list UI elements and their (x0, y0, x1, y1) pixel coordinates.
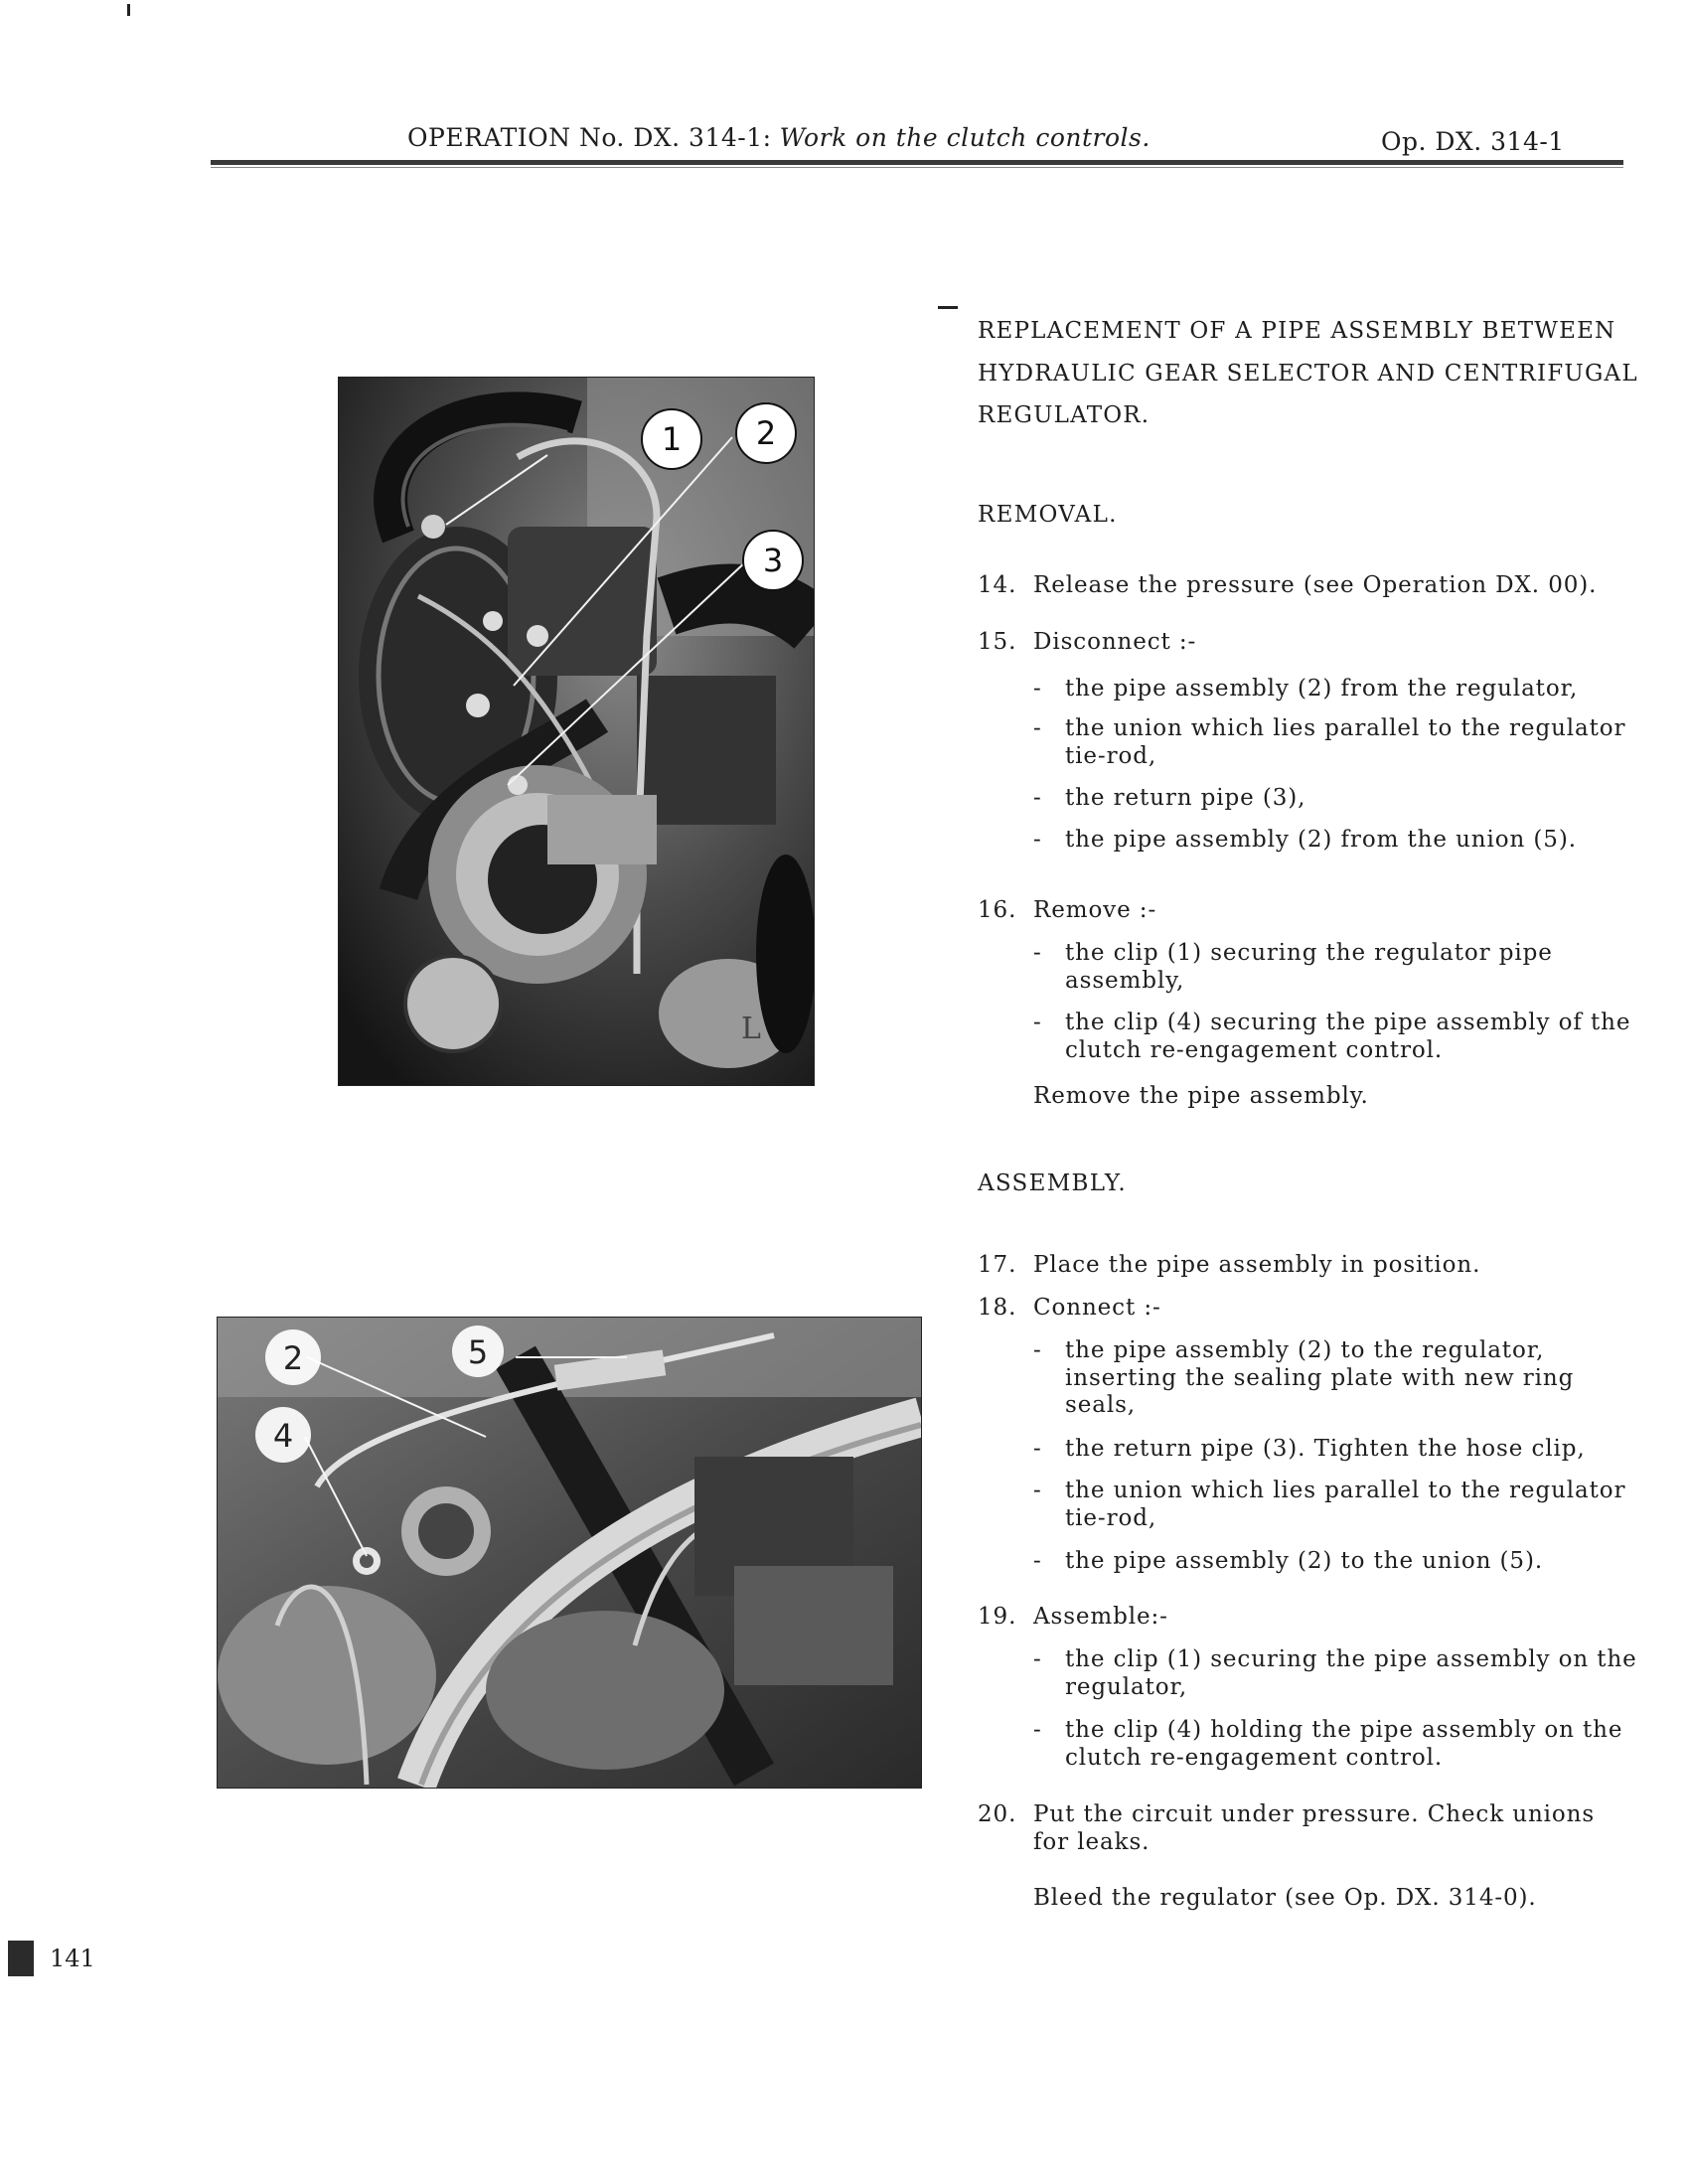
step-18-item-4: the pipe assembly (2) to the union (5). (1065, 1548, 1544, 1574)
photo-watermark: L (741, 1012, 761, 1046)
photo-union-illustration (218, 1318, 921, 1788)
removal-heading: REMOVAL. (978, 502, 1118, 528)
step-17-text: Place the pipe assembly in position. (1033, 1252, 1481, 1278)
step-14-number: 14. (978, 572, 1017, 598)
section-title-line-1: REPLACEMENT OF A PIPE ASSEMBLY BETWEEN (978, 318, 1616, 344)
step-18-text: Connect :- (1033, 1295, 1161, 1321)
step-18-item-3: the union which lies parallel to the regulator tie-rod, (1065, 1478, 1626, 1531)
step-15-item-1: the pipe assembly (2) from the regulator, (1065, 676, 1579, 702)
section-title-line-3: REGULATOR. (978, 402, 1151, 428)
section-title-line-2: HYDRAULIC GEAR SELECTOR AND CENTRIFUGAL (978, 361, 1638, 387)
bullet-dash: - (1033, 1646, 1042, 1672)
callout-number: 2 (755, 414, 777, 452)
page-number: 141 (50, 1945, 95, 1972)
step-15-item-3: the return pipe (3), (1065, 785, 1306, 811)
assembly-heading: ASSEMBLY. (978, 1170, 1127, 1196)
bullet-dash: - (1033, 1548, 1042, 1574)
step-16-item-2: the clip (4) securing the pipe assembly of the clutch re-engagement control. (1065, 1010, 1631, 1063)
operation-label: OPERATION No. DX. 314-1: (407, 123, 772, 152)
step-19-item-2: the clip (4) holding the pipe assembly on the clutch re-engagement control. (1065, 1717, 1623, 1771)
margin-dash-mark (938, 306, 958, 309)
callout-number: 3 (762, 542, 784, 579)
callout-number: 1 (661, 420, 683, 458)
photo-regulator-illustration (339, 378, 814, 1085)
bullet-dash: - (1033, 676, 1042, 702)
step-14-text: Release the pressure (see Operation DX. 00). (1033, 572, 1598, 598)
bullet-dash: - (1033, 827, 1042, 853)
bullet-dash: - (1033, 1010, 1042, 1035)
step-16-number: 16. (978, 897, 1017, 923)
operation-title: Work on the clutch controls. (779, 123, 1151, 152)
step-18-item-2: the return pipe (3). Tighten the hose clip, (1065, 1436, 1586, 1462)
callout-number: 5 (467, 1333, 489, 1371)
step-20-text: Put the circuit under pressure. Check unions for leaks. (1033, 1801, 1596, 1855)
step-19-number: 19. (978, 1604, 1017, 1630)
step-18-number: 18. (978, 1295, 1017, 1321)
step-15-item-4: the pipe assembly (2) from the union (5). (1065, 827, 1577, 853)
step-17-number: 17. (978, 1252, 1017, 1278)
step-20-footer: Bleed the regulator (see Op. DX. 314-0). (1033, 1885, 1537, 1911)
scan-edge-mark (127, 4, 130, 16)
step-15-item-2: the union which lies parallel to the regulator tie-rod, (1065, 715, 1626, 769)
bullet-dash: - (1033, 1717, 1042, 1743)
page-edge-block (8, 1941, 34, 1976)
bullet-dash: - (1033, 1478, 1042, 1503)
operation-header (407, 123, 1151, 152)
callout-number: 2 (282, 1339, 304, 1377)
bullet-dash: - (1033, 1436, 1042, 1462)
step-18-item-1: the pipe assembly (2) to the regulator, inserting the sealing plate with new ring seals, (1065, 1337, 1575, 1419)
callout-number: 4 (272, 1417, 294, 1455)
bullet-dash: - (1033, 785, 1042, 811)
bullet-dash: - (1033, 940, 1042, 966)
step-15-text: Disconnect :- (1033, 629, 1197, 655)
step-15-number: 15. (978, 629, 1017, 655)
header-rule-thin (211, 167, 1623, 168)
bullet-dash: - (1033, 715, 1042, 741)
photo-regulator-pipes (338, 377, 815, 1086)
bullet-dash: - (1033, 1337, 1042, 1363)
step-16-footer: Remove the pipe assembly. (1033, 1083, 1369, 1109)
step-16-item-1: the clip (1) securing the regulator pipe assembly, (1065, 940, 1553, 994)
header-rule (211, 160, 1623, 165)
step-19-item-1: the clip (1) securing the pipe assembly on the regulator, (1065, 1646, 1637, 1700)
step-20-number: 20. (978, 1801, 1017, 1827)
operation-reference: Op. DX. 314-1 (1381, 127, 1565, 156)
photo-union-connections (217, 1317, 922, 1789)
step-16-text: Remove :- (1033, 897, 1157, 923)
step-19-text: Assemble:- (1033, 1604, 1168, 1630)
